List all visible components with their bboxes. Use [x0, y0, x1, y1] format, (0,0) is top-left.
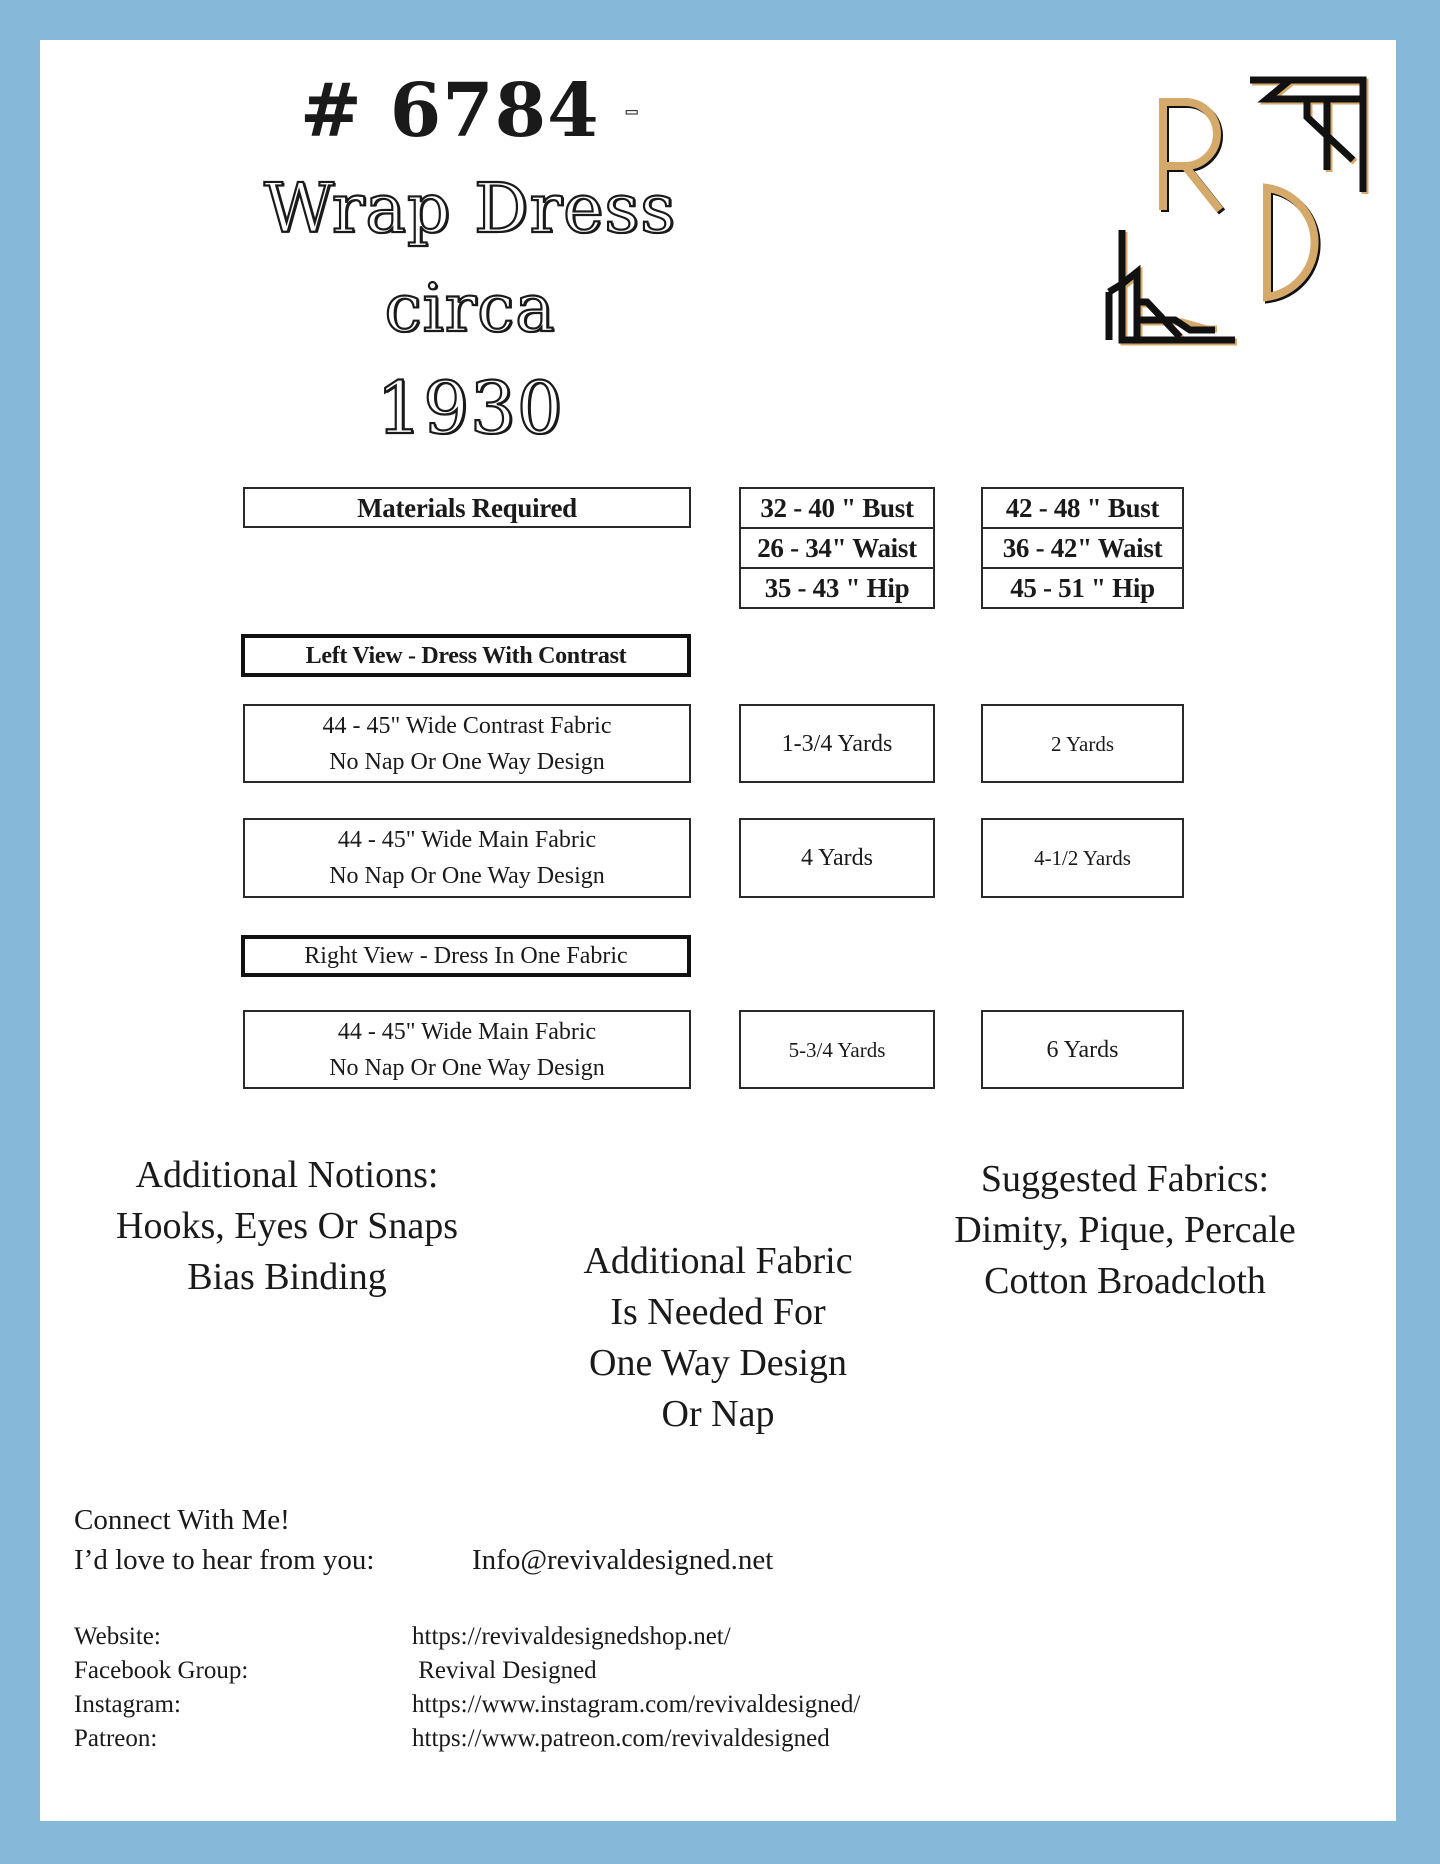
notions-heading: Additional Notions:: [135, 1154, 439, 1196]
yardage-large: [981, 818, 1184, 898]
link-label: Instagram:: [74, 1691, 181, 1718]
website-link[interactable]: https://revivaldesignedshop.net/: [412, 1623, 731, 1650]
yardage-value: 6 Yards: [1046, 1036, 1119, 1063]
fabric-description: [243, 818, 691, 898]
size-table-small: [739, 487, 935, 609]
title-dash: -: [624, 84, 641, 135]
link-label: Patreon:: [74, 1725, 158, 1752]
fabric-line-1: 44 - 45" Wide Contrast Fabric: [322, 712, 612, 739]
size-bust: 32 - 40 " Bust: [741, 489, 933, 529]
note-line: Or Nap: [661, 1393, 775, 1435]
section-label-text: Right View - Dress In One Fabric: [304, 943, 628, 969]
size-table-large: [981, 487, 1184, 609]
size-hip: 45 - 51 " Hip: [1010, 572, 1155, 603]
logo-letter-r: [1163, 102, 1220, 210]
yardage-value: 4 Yards: [800, 845, 874, 871]
pattern-number: # 6784: [299, 68, 600, 154]
pattern-number-line: [190, 68, 750, 154]
contact-email-link[interactable]: Info@revivaldesigned.net: [472, 1544, 774, 1576]
yardage-small: [739, 1010, 935, 1089]
link-label: Facebook Group:: [74, 1657, 249, 1684]
note-line: Additional Fabric: [583, 1240, 853, 1282]
notions-item: Hooks, Eyes Or Snaps: [116, 1205, 458, 1247]
materials-required-header: [243, 487, 691, 528]
page-title: Wrap Dress: [263, 170, 677, 249]
yardage-value: 1-3/4 Yards: [781, 730, 893, 757]
fabric-description: [243, 704, 691, 783]
rd-logo: [1085, 62, 1385, 352]
yardage-value: 2 Yards: [1050, 731, 1115, 756]
additional-notions: [87, 1150, 487, 1303]
section-label-text: Left View - Dress With Contrast: [305, 642, 627, 669]
suggested-item: Cotton Broadcloth: [984, 1260, 1266, 1302]
yardage-small: [739, 704, 935, 783]
circa-label: circa: [384, 270, 556, 347]
fabric-line-2: No Nap Or One Way Design: [329, 748, 605, 775]
contact-prompt: I’d love to hear from you:: [74, 1544, 375, 1576]
fabric-description: [243, 1010, 691, 1089]
patreon-link[interactable]: https://www.patreon.com/revivaldesigned: [412, 1725, 830, 1752]
suggested-fabrics: [910, 1154, 1340, 1307]
section-label-right-view: [241, 935, 691, 977]
fabric-line-2: No Nap Or One Way Design: [329, 1054, 605, 1081]
materials-required-label: Materials Required: [357, 492, 577, 523]
size-bust: 42 - 48 " Bust: [983, 489, 1182, 529]
fabric-line-2: No Nap Or One Way Design: [329, 863, 605, 889]
suggested-heading: Suggested Fabrics:: [980, 1158, 1270, 1200]
link-label: Website:: [74, 1623, 161, 1650]
art-deco-corner-icon: [1085, 62, 1385, 352]
yardage-value: 4-1/2 Yards: [1034, 846, 1131, 870]
size-waist: 36 - 42" Waist: [983, 529, 1182, 569]
size-hip: 35 - 43 " Hip: [764, 572, 910, 603]
note-line: One Way Design: [589, 1342, 847, 1384]
additional-fabric-note: [518, 1236, 918, 1440]
facebook-link[interactable]: Revival Designed: [412, 1657, 597, 1684]
yardage-large: [981, 704, 1184, 783]
yardage-large: [981, 1010, 1184, 1089]
year-label: 1930: [376, 366, 564, 450]
size-waist: 26 - 34" Waist: [741, 529, 933, 569]
notions-item: Bias Binding: [187, 1256, 387, 1298]
note-line: Is Needed For: [610, 1291, 826, 1333]
fabric-line-1: 44 - 45" Wide Main Fabric: [337, 1018, 597, 1045]
fabric-line-1: 44 - 45" Wide Main Fabric: [337, 827, 597, 853]
instagram-link[interactable]: https://www.instagram.com/revivaldesigned/: [412, 1691, 861, 1718]
contact-heading: Connect With Me!: [74, 1504, 290, 1536]
yardage-small: [739, 818, 935, 898]
yardage-value: 5-3/4 Yards: [788, 1037, 886, 1062]
suggested-item: Dimity, Pique, Percale: [954, 1209, 1296, 1251]
section-label-left-view: [241, 634, 691, 677]
